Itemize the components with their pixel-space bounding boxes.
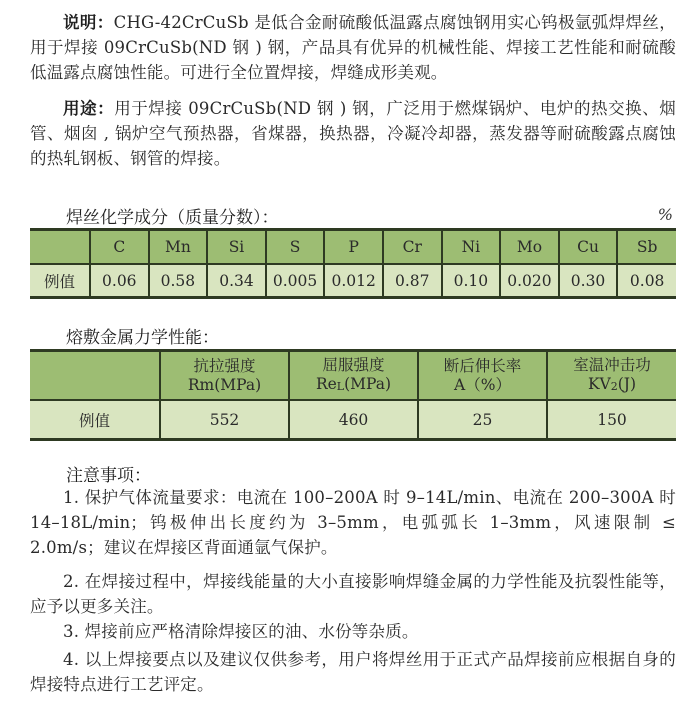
header-cell: Mn: [149, 230, 208, 265]
value-cell: 0.30: [559, 264, 618, 298]
header-cell: Sb: [617, 230, 676, 265]
header-cell: Mo: [500, 230, 559, 265]
header-cell-yield: 屈服强度 $Re_L(MPa)$: [289, 351, 418, 401]
description-paragraph: [30, 10, 676, 85]
table-header-row: [30, 351, 676, 401]
table-row: [30, 264, 676, 298]
header-cell: C: [90, 230, 149, 265]
header-cell: Ni: [442, 230, 501, 265]
header-cell: Cr: [383, 230, 442, 265]
note-item-3: 3. 焊接前应严格清除焊接区的油、水份等杂质。: [63, 622, 419, 641]
header-cell: S: [266, 230, 325, 265]
value-cell: 0.005: [266, 264, 325, 298]
row-label: 例值: [30, 264, 90, 298]
notes-title: 注意事项：: [66, 466, 151, 486]
description-text: CHG-42CrCuSb 是低合金耐硫酸低温露点腐蚀钢用实心钨极氩弧焊焊丝，用于焊接 09CrCuSb(ND 钢 ) 钢，产品具有优异的机械性能、焊接工艺性能和耐硫酸低温露点腐蚀性能。可进行全位置焊接，焊缝成形美观。: [30, 13, 676, 82]
value-cell: 0.08: [617, 264, 676, 298]
value-cell: 0.012: [324, 264, 383, 298]
header-cell: [30, 230, 90, 265]
header-cell-elongation: 断后伸长率 A（%）: [418, 351, 547, 401]
header-cell-tensile: 抗拉强度 Rm(MPa): [160, 351, 289, 401]
header-cell: Cu: [559, 230, 618, 265]
value-cell: 0.06: [90, 264, 149, 298]
usage-paragraph: [30, 96, 676, 171]
value-cell: 460: [289, 400, 418, 440]
table-row: [30, 400, 676, 440]
description-lead: 说明：: [63, 13, 114, 32]
header-cell: Si: [207, 230, 266, 265]
value-cell: 0.87: [383, 264, 442, 298]
row-label: 例值: [30, 400, 160, 440]
value-cell: 25: [418, 400, 547, 440]
note-item-1: 1. 保护气体流量要求：电流在 100–200A 时 9–14L/min、电流在 200–300A 时 14–18L/min；钨极伸出长度约为 3–5mm，电弧弧长 1–3mm，风速限制 ≤ 2.0m/s；建议在焊接区背面通氩气保护。: [30, 488, 676, 557]
value-cell: 0.10: [442, 264, 501, 298]
value-cell: 0.020: [500, 264, 559, 298]
chemical-unit: %: [657, 205, 673, 224]
header-cell-empty: [30, 351, 160, 401]
value-cell: 0.58: [149, 264, 208, 298]
value-cell: 552: [160, 400, 289, 440]
value-cell: 150: [547, 400, 676, 440]
chemical-title: 焊丝化学成分（质量分数）：: [66, 208, 279, 228]
note-item-2: 2. 在焊接过程中，焊接线能量的大小直接影响焊缝金属的力学性能及抗裂性能等，应予以更多关注。: [30, 572, 676, 616]
mechanical-properties-table: [30, 349, 676, 441]
chemical-composition-table: [30, 228, 676, 299]
mechanical-title: 熔敷金属力学性能：: [66, 328, 219, 348]
usage-text: 用于焊接 09CrCuSb(ND 钢 ) 钢，广泛用于燃煤锅炉、电炉的热交换、烟管、烟囱 , 锅炉空气预热器，省煤器，换热器，冷凝冷却器，蒸发器等耐硫酸露点腐蚀的热轧钢板、钢管的焊接。: [30, 99, 676, 168]
header-cell-impact: 室温冲击功 $KV_2(J)$: [547, 351, 676, 401]
header-cell: P: [324, 230, 383, 265]
note-item-4: 4. 以上焊接要点以及建议仅供参考，用户将焊丝用于正式产品焊接前应根据自身的焊接特点进行工艺评定。: [30, 650, 676, 694]
table-header-row: [30, 230, 676, 265]
value-cell: 0.34: [207, 264, 266, 298]
usage-lead: 用途：: [63, 99, 115, 118]
